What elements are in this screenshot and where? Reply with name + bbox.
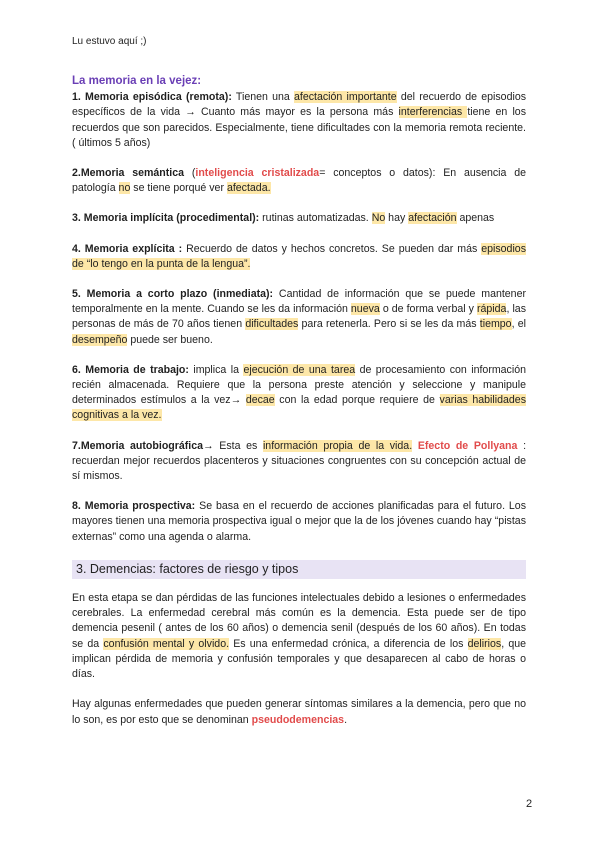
highlight: confusión mental y olvido.	[103, 637, 230, 650]
highlight: afectación importante	[294, 91, 397, 104]
highlight: interferencias	[398, 106, 468, 119]
highlight: afectación	[408, 212, 457, 225]
highlight: información propia de la vida.	[262, 439, 413, 452]
red-term: pseudodemencias	[251, 713, 345, 726]
highlight: tiempo	[479, 318, 512, 331]
page-number: 2	[526, 798, 533, 810]
item-title: 6. Memoria de trabajo:	[72, 363, 189, 376]
highlight: dificultades	[245, 318, 299, 331]
header-note: Lu estuvo aquí ;)	[72, 36, 147, 47]
paragraph-memoria-explicita: 4. Memoria explícita : Recuerdo de datos y hechos concretos. Se pueden dar más episodios de “lo tengo en la punta de la lengua”.	[72, 242, 526, 270]
paragraph-memoria-episodica: 1. Memoria episódica (remota): Tienen una afectación importante del recuerdo de episodios específicos de la vida → Cuanto más mayor es la persona más interferencias tiene en los recuerdos que son parecidos. Especialmente, tiene dificultades con la memoria remota reciente. ( últimos 5 años)	[72, 91, 527, 149]
section-heading-demencias: 3. Demencias: factores de riesgo y tipos	[72, 560, 526, 579]
paragraph-demencias-2: Hay algunas enfermedades que pueden generar síntomas similares a la demencia, pero que no lo son, es por esto que se denominan pseudodemencias.	[72, 698, 526, 726]
item-title: 1. Memoria episódica (remota):	[72, 91, 232, 104]
highlight: episodios de “lo tengo en la punta de la lengua”.	[72, 242, 526, 270]
red-term: inteligencia cristalizada	[195, 167, 320, 180]
highlight: rápida	[477, 303, 507, 316]
item-title: 2.Memoria semántica	[72, 167, 185, 180]
highlight: No	[371, 212, 386, 225]
paragraph-memoria-corto-plazo: 5. Memoria a corto plazo (inmediata): Cantidad de información que se puede mantener temporalmente en la mente. Cuando se les da información nueva o de forma verbal y rápida, las personas de más de 70 años tienen dificultades para retenerla. Pero si se les da más tiempo, el desempeño puede ser bueno.	[72, 288, 526, 346]
highlight: ejecución de una tarea	[243, 363, 356, 376]
paragraph-demencias-1: En esta etapa se dan pérdidas de las funciones intelectuales debido a lesiones o enfermedades cerebrales. La enfermedad cerebral más común es la demencia. Esta puede ser de tipo demencia pesenil ( antes de los 60 años) o demencia senil (después de los 60 años). En todas se da confusión mental y olvido. Es una enfermedad crónica, a diferencia de los delirios, que implican pérdida de memoria y confusión temporales y que desaparecen al cabo de horas o días.	[72, 592, 527, 681]
highlight: no	[118, 182, 131, 195]
highlight: delirios	[467, 637, 502, 650]
paragraph-memoria-semantica: 2.Memoria semántica (inteligencia cristalizada= conceptos o datos): En ausencia de patología no se tiene porqué ver afectada.	[72, 167, 526, 195]
content	[72, 74, 526, 743]
paragraph-memoria-prospectiva: 8. Memoria prospectiva: Se basa en el recuerdo de acciones planificadas para el futuro. Los mayores tienen una memoria prospectiva igual o mejor que la de los jóvenes cuando hay “pistas externas” como una agenda o alarma.	[72, 500, 526, 543]
highlight: varias habilidades cognitivas a la vez.	[72, 394, 526, 422]
item-title: 7.Memoria autobiográfica→	[72, 439, 214, 452]
item-title: 3. Memoria implícita (procedimental):	[72, 212, 260, 225]
item-title: 8. Memoria prospectiva:	[72, 500, 196, 513]
paragraph-memoria-trabajo: 6. Memoria de trabajo: implica la ejecución de una tarea de procesamiento con información recién almacenada. Requiere que la persona preste atención y seleccione y manipule determinados estímulos a la vez→ decae con la edad porque requiere de varias habilidades cognitivas a la vez.	[72, 363, 526, 422]
section-title: La memoria en la vejez:	[72, 75, 202, 87]
item-title: 4. Memoria explícita :	[72, 242, 183, 255]
paragraph-memoria-implicita: 3. Memoria implícita (procedimental): rutinas automatizadas. No hay afectación apenas	[72, 212, 495, 225]
item-title: 5. Memoria a corto plazo (inmediata):	[72, 288, 274, 301]
highlight: afectada.	[226, 182, 271, 195]
highlight: desempeño	[72, 333, 128, 346]
paragraph-memoria-autobiografica: 7.Memoria autobiográfica→ Esta es información propia de la vida. Efecto de Pollyana : recuerdan mejor recuerdos placenteros y situaciones congruentes con su concepción actual de sí mismos.	[72, 439, 527, 483]
highlight: nueva	[350, 303, 380, 316]
highlight: decae	[245, 394, 275, 407]
red-term: Efecto de Pollyana	[417, 439, 518, 452]
